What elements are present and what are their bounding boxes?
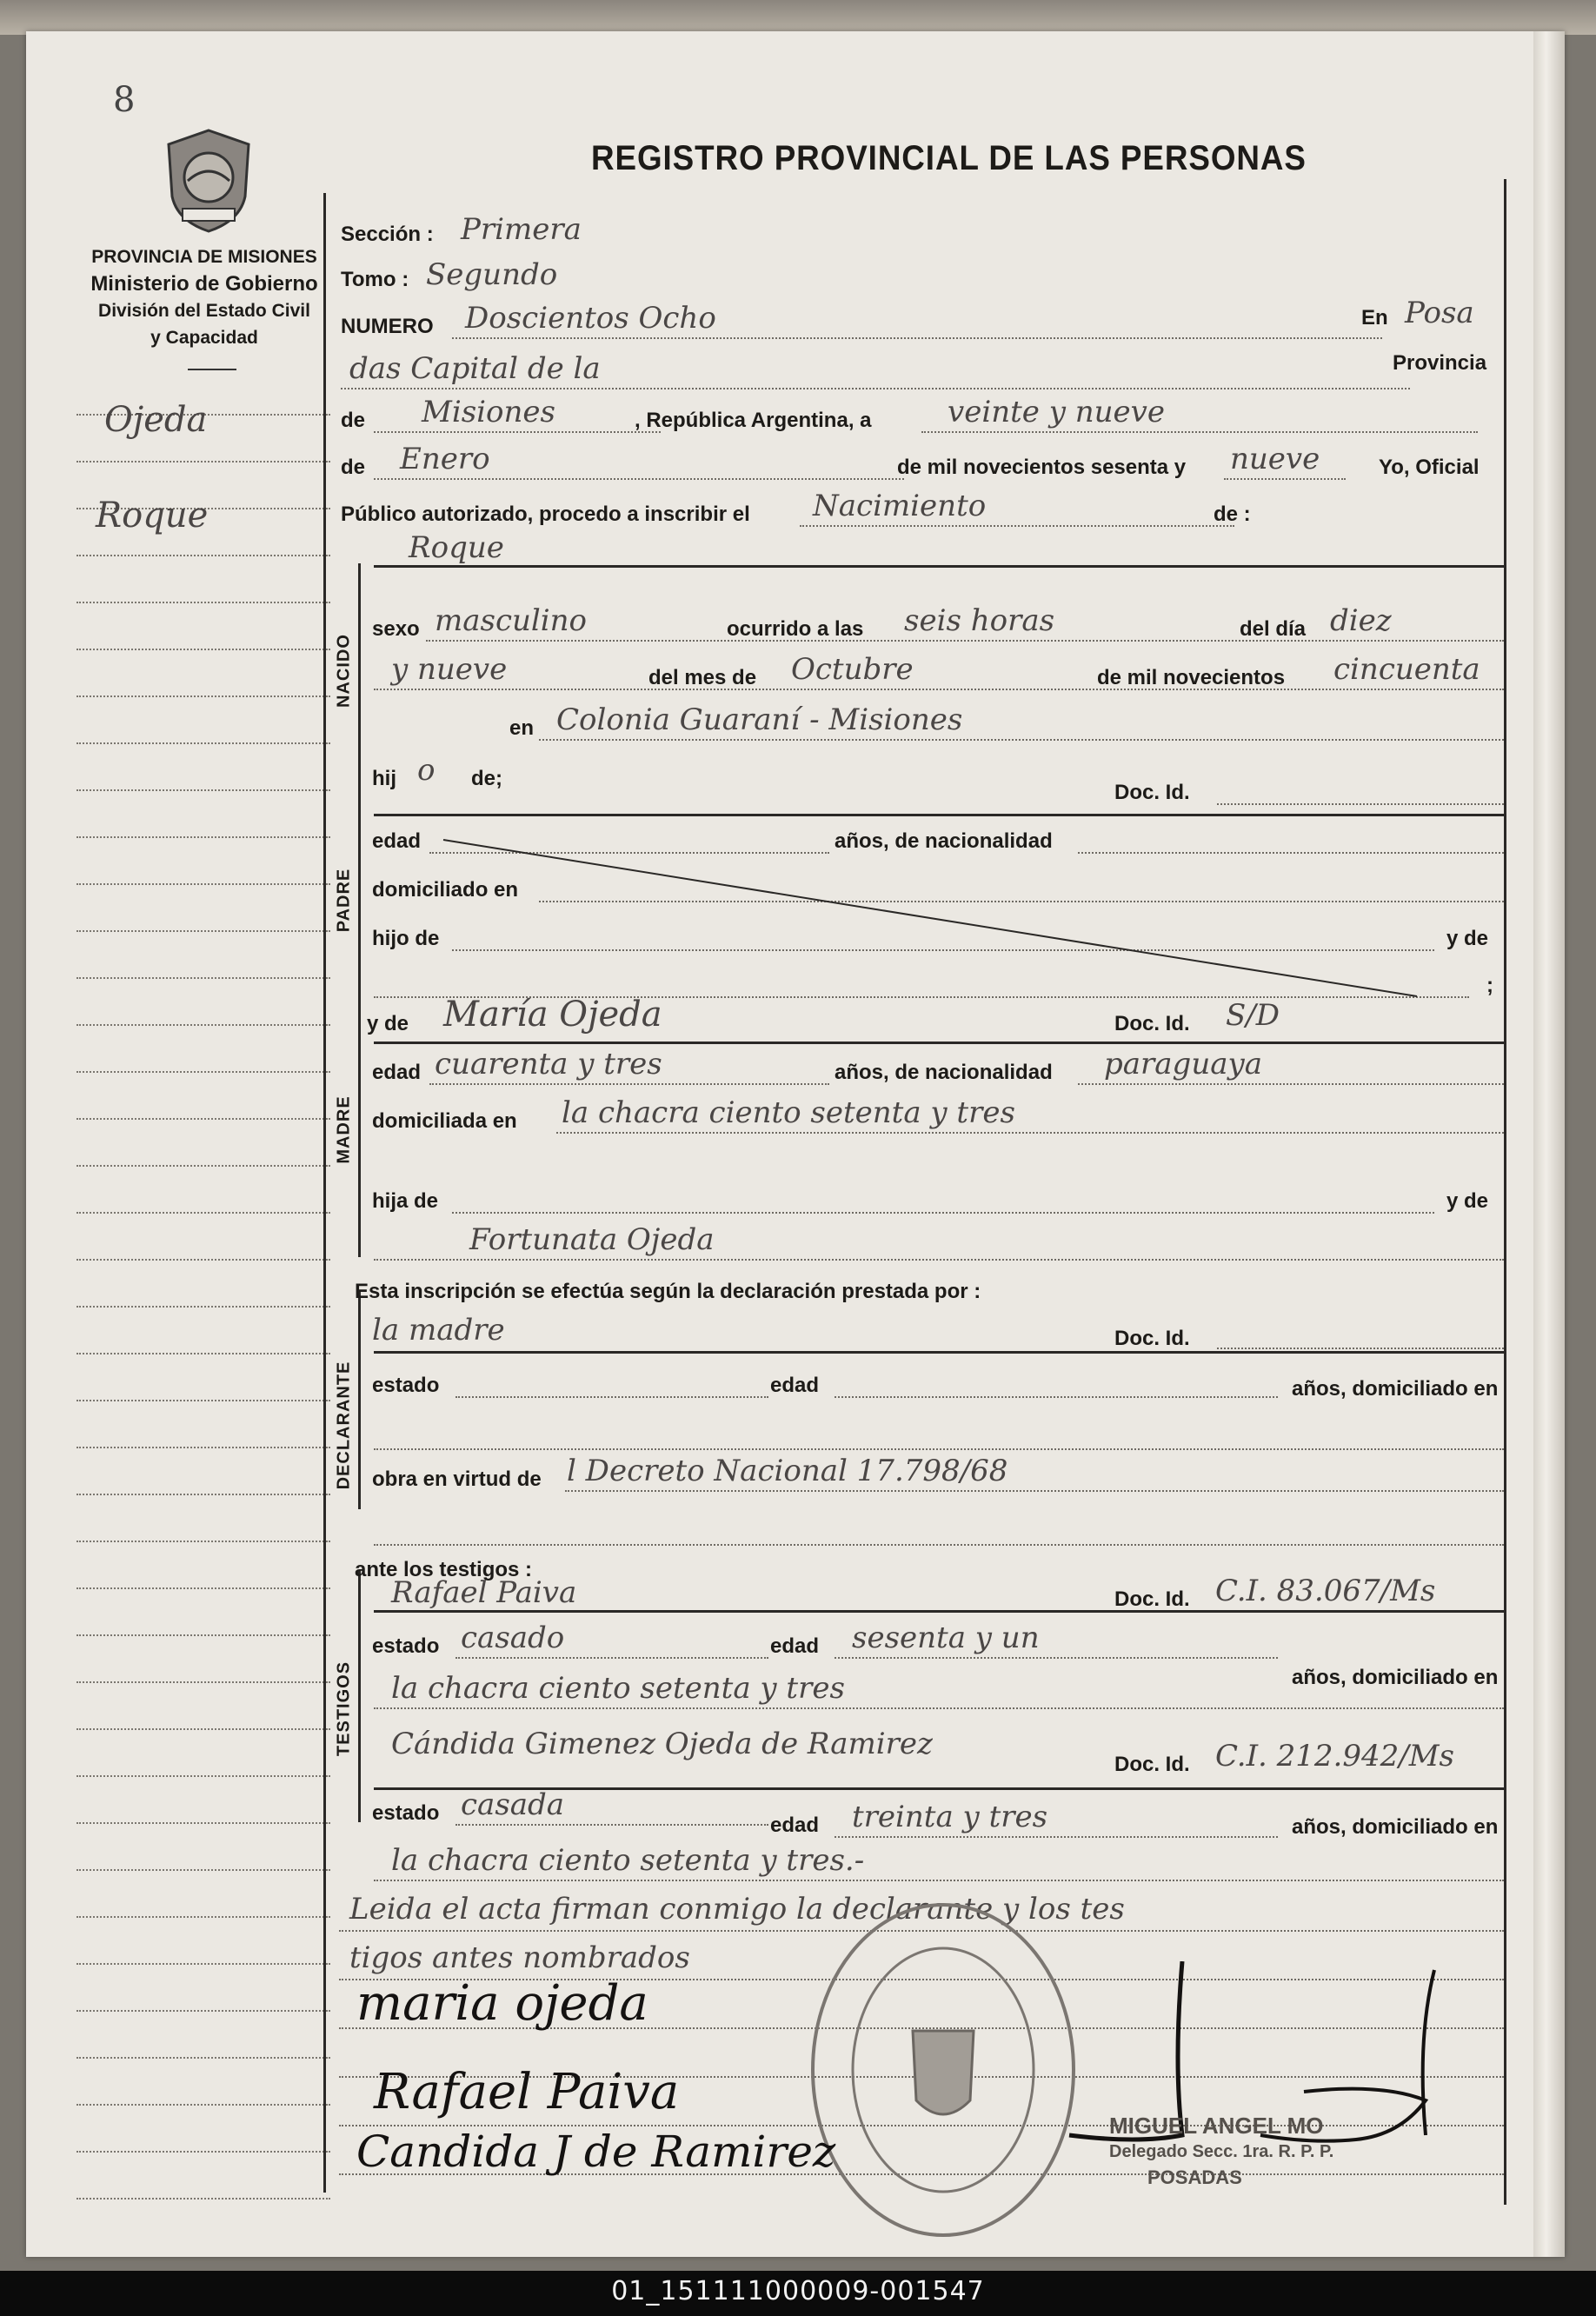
madre-nombre: María Ojeda [443, 995, 662, 1035]
nacido-dia-value: diez [1330, 603, 1392, 638]
tomo-label: Tomo : [341, 268, 409, 291]
margin-name: Roque [96, 496, 209, 536]
margin-ruled-line [76, 695, 330, 697]
office-division: División del Estado Civil [98, 301, 310, 321]
publico-label: Público autorizado, procedo a inscribir el [341, 502, 750, 526]
padre-edad-label: edad [372, 829, 422, 853]
padre-y-de-label: y de [1446, 927, 1489, 950]
city-cont-value: das Capital de la [349, 351, 601, 386]
padre-void-strike [426, 831, 1426, 1005]
testigo1-doc-value: C.I. 83.067/Ms [1215, 1574, 1436, 1608]
madre-domicilio-label: domiciliada en [372, 1109, 517, 1133]
provincia-line [374, 431, 661, 433]
padre-domicilio-label: domiciliado en [372, 878, 519, 902]
image-id-caption: 01_151111000009-001547 [611, 2276, 985, 2306]
testigo2-estado-label: estado [372, 1801, 440, 1825]
testigo2-edad-value: treinta y tres [852, 1800, 1048, 1834]
testigo1-estado-value: casado [461, 1621, 565, 1655]
testigo2-estado-line [456, 1824, 768, 1826]
madre-edad-value: cuarenta y tres [435, 1047, 662, 1081]
padre-semicolon: ; [1486, 974, 1493, 997]
nacido-nombre: Roque [409, 530, 504, 565]
lugar-value: Colonia Guaraní - Misiones [556, 702, 963, 737]
testigo1-edad-label: edad [770, 1634, 820, 1658]
testigo2-nombre: Cándida Gimenez Ojeda de Ramirez [391, 1727, 933, 1761]
madre-y-de-label: y de [367, 1012, 409, 1035]
obra-line [565, 1490, 1504, 1492]
madre-hija-line [452, 1212, 1434, 1214]
madre-edad-line [429, 1083, 829, 1085]
book-top-edge [0, 0, 1596, 35]
declarante-estado-label: estado [372, 1374, 440, 1397]
testigo1-domicilio-value: la chacra ciento setenta y tres [391, 1671, 845, 1706]
sexo-line [426, 640, 1504, 642]
margin-ruled-line [76, 2057, 330, 2059]
margin-ruled-line [76, 1353, 330, 1354]
madre-nacionalidad-line [1078, 1083, 1504, 1085]
declarante-bracket [358, 1292, 361, 1509]
margin-ruled-line [76, 1400, 330, 1401]
madre-edad-label: edad [372, 1061, 422, 1084]
testigo1-edad-line [835, 1657, 1278, 1659]
margin-ruled-line [76, 1869, 330, 1871]
book-binding [1533, 31, 1565, 2257]
margin-ruled-line [76, 836, 330, 838]
official-city: POSADAS [1147, 2166, 1242, 2188]
padre-doc-line [1217, 803, 1504, 805]
republica-label: , República Argentina, a [635, 409, 872, 432]
del-mes-label: del mes de [648, 666, 757, 689]
en-value: Posa [1405, 296, 1474, 330]
office-heading [61, 243, 348, 351]
en-label: En [1361, 306, 1388, 329]
testigos-intro: ante los testigos : [355, 1558, 533, 1581]
madre-nacionalidad-value: paraguaya [1104, 1047, 1262, 1081]
sexo-value: masculino [435, 603, 588, 638]
testigo1-estado-line [456, 1657, 768, 1659]
section-testigos: TESTIGOS [334, 1660, 354, 1757]
padre-rule [374, 814, 1504, 816]
testigo1-nombre: Rafael Paiva [391, 1575, 577, 1610]
margin-ruled-line [76, 977, 330, 979]
mes-nacido-line [374, 689, 1504, 690]
fecha-anio-value: nueve [1230, 442, 1320, 476]
margin-ruled-line [76, 1916, 330, 1918]
margin-ruled-line [76, 1541, 330, 1542]
margin-ruled-line [76, 2198, 330, 2200]
register-page [26, 31, 1565, 2257]
padre-hijo-label: hijo de [372, 927, 440, 950]
mil-novecientos-label: de mil novecientos [1097, 666, 1286, 689]
testigo1-edad-value: sesenta y un [852, 1621, 1040, 1655]
madre-madre-value: Fortunata Ojeda [469, 1222, 715, 1257]
dia-line [921, 431, 1478, 433]
del-dia-label: del día [1240, 617, 1307, 641]
padre-bracket [358, 788, 361, 1028]
declarante-domicilio-label: años, domiciliado en [1292, 1377, 1499, 1401]
madre-rule [374, 1042, 1504, 1044]
margin-ruled-line [76, 602, 330, 603]
margin-ruled-line [76, 930, 330, 932]
margin-ruled-line [76, 2010, 330, 2012]
margin-ruled-line [76, 1775, 330, 1777]
office-divider [188, 369, 236, 370]
left-frame-line [323, 193, 326, 2193]
testigo2-domicilio-value: la chacra ciento setenta y tres.- [391, 1843, 865, 1878]
official-role: Delegado Secc. 1ra. R. P. P. [1109, 2142, 1334, 2161]
de-label: de [341, 409, 366, 432]
signature-madre: maria ojeda [356, 1975, 648, 2032]
margin-ruled-line [76, 1681, 330, 1683]
declarante-extra-line [374, 1544, 1504, 1546]
declarante-doc-label: Doc. Id. [1114, 1327, 1190, 1350]
city-line [341, 388, 1410, 389]
testigo2-edad-line [835, 1836, 1278, 1838]
margin-ruled-line [76, 1306, 330, 1308]
testigo2-doc-label: Doc. Id. [1114, 1753, 1190, 1776]
obra-value: l Decreto Nacional 17.798/68 [567, 1454, 1008, 1488]
madre-y-de2-label: y de [1446, 1189, 1489, 1213]
official-name: MIGUEL ANGEL MO [1109, 2113, 1324, 2139]
margin-ruled-line [76, 2151, 330, 2153]
province-seal-icon [162, 127, 256, 235]
de-colon-label: de : [1214, 502, 1251, 526]
declarante-domicilio-line [374, 1448, 1504, 1450]
nacido-dia-cont: y nueve [391, 652, 508, 687]
testigo2-domicilio-label: años, domiciliado en [1292, 1815, 1499, 1839]
testigo1-doc-label: Doc. Id. [1114, 1587, 1190, 1611]
margin-ruled-line [76, 1494, 330, 1495]
office-province: PROVINCIA DE MISIONES [91, 247, 317, 267]
margin-ruled-line [76, 1634, 330, 1636]
numero-label: NUMERO [341, 315, 434, 338]
margin-ruled-line [76, 742, 330, 744]
testigo2-doc-value: C.I. 212.942/Ms [1215, 1739, 1454, 1774]
section-madre: MADRE [334, 1095, 354, 1164]
madre-domicilio-value: la chacra ciento setenta y tres [562, 1095, 1015, 1130]
closing-text-2: tigos antes nombrados [349, 1940, 690, 1975]
section-nacido: NACIDO [334, 634, 354, 708]
padre-nacionalidad-label: años, de nacionalidad [835, 829, 1053, 853]
obra-label: obra en virtud de [372, 1467, 542, 1491]
de-mes-label: de [341, 456, 366, 479]
testigo1-domicilio-label: años, domiciliado en [1292, 1666, 1499, 1689]
closing-text-1: Leida el acta firman conmigo la declarante y los tes [349, 1892, 1125, 1927]
hij-de-label: de; [471, 767, 502, 790]
fecha-dia-value: veinte y nueve [948, 395, 1165, 429]
testigo1-estado-label: estado [372, 1634, 440, 1658]
margin-ruled-line [76, 1587, 330, 1589]
margin-ruled-line [76, 461, 330, 463]
margin-ruled-line [76, 1259, 330, 1261]
page-number: 8 [113, 80, 136, 120]
ocurrido-label: ocurrido a las [727, 617, 864, 641]
declarante-value: la madre [372, 1313, 505, 1348]
madre-hija-label: hija de [372, 1189, 439, 1213]
declarante-edad-label: edad [770, 1374, 820, 1397]
testigo2-domicilio-line [374, 1880, 1504, 1881]
nacido-rule [374, 565, 1504, 568]
declarante-doc-line [1217, 1348, 1504, 1349]
declarante-estado-line [456, 1396, 768, 1398]
nacido-anio-value: cincuenta [1333, 652, 1480, 687]
office-capacity: y Capacidad [150, 328, 258, 348]
margin-ruled-line [76, 789, 330, 791]
acto-value: Nacimiento [813, 489, 987, 523]
declarante-rule [374, 1351, 1504, 1354]
margin-ruled-line [76, 1024, 330, 1026]
nacido-bracket [358, 563, 361, 798]
testigo1-rule [374, 1610, 1504, 1613]
margin-ruled-line [76, 1212, 330, 1214]
margin-ruled-line [76, 1822, 330, 1824]
lugar-line [539, 739, 1504, 741]
anio-line [1224, 478, 1346, 480]
civil-registry-stamp-icon [808, 1900, 1078, 2239]
fecha-mes-value: Enero [400, 442, 490, 476]
anio-label: de mil novecientos sesenta y [897, 456, 1187, 479]
margin-ruled-line [76, 649, 330, 650]
en-lugar-label: en [509, 716, 535, 740]
madre-bracket [358, 1014, 361, 1257]
testigo1-domicilio-line [374, 1707, 1504, 1709]
numero-value: Doscientos Ocho [465, 301, 716, 336]
section-padre: PADRE [334, 868, 354, 933]
margin-surname: Ojeda [104, 400, 208, 440]
padre-doc-label: Doc. Id. [1114, 781, 1190, 804]
declaracion-intro: Esta inscripción se efectúa según la declaración prestada por : [355, 1280, 981, 1303]
margin-ruled-line [76, 1728, 330, 1730]
testigo2-estado-value: casada [461, 1787, 565, 1822]
mes-line [374, 478, 904, 480]
margin-ruled-line [76, 555, 330, 556]
madre-nacionalidad-label: años, de nacionalidad [835, 1061, 1053, 1084]
page-title: REGISTRO PROVINCIAL DE LAS PERSONAS [591, 139, 1307, 177]
declarante-edad-line [835, 1396, 1278, 1398]
testigo2-edad-label: edad [770, 1814, 820, 1837]
hora-value: seis horas [904, 603, 1055, 638]
acto-line [800, 525, 1234, 527]
madre-domicilio-line [556, 1132, 1504, 1134]
numero-line [452, 337, 1382, 339]
nacido-mes-value: Octubre [791, 652, 914, 687]
testigos-bracket [358, 1570, 361, 1822]
madre-de-line [374, 1259, 1504, 1261]
margin-ruled-line [76, 1165, 330, 1167]
seccion-value: Primera [461, 212, 582, 247]
hij-value: o [417, 753, 436, 788]
margin-ruled-line [76, 1071, 330, 1073]
provincia-label: Provincia [1393, 351, 1487, 375]
margin-ruled-line [76, 2104, 330, 2106]
margin-ruled-line [76, 883, 330, 885]
madre-doc-value: S/D [1226, 998, 1280, 1033]
margin-ruled-line [76, 1447, 330, 1448]
sexo-label: sexo [372, 617, 420, 641]
seccion-label: Sección : [341, 223, 434, 246]
section-declarante: DECLARANTE [334, 1361, 354, 1490]
yo-oficial-label: Yo, Oficial [1379, 456, 1480, 479]
office-ministry: Ministerio de Gobierno [90, 272, 318, 296]
margin-ruled-line [76, 1118, 330, 1120]
right-frame-line [1504, 179, 1506, 2205]
tomo-value: Segundo [426, 257, 558, 292]
signature-testigo1: Rafael Paiva [374, 2064, 680, 2120]
signature-testigo2: Candida J de Ramirez [356, 2126, 836, 2177]
madre-doc-label: Doc. Id. [1114, 1012, 1190, 1035]
provincia-value: Misiones [422, 395, 555, 429]
margin-ruled-line [76, 1963, 330, 1965]
hij-label: hij [372, 767, 396, 790]
